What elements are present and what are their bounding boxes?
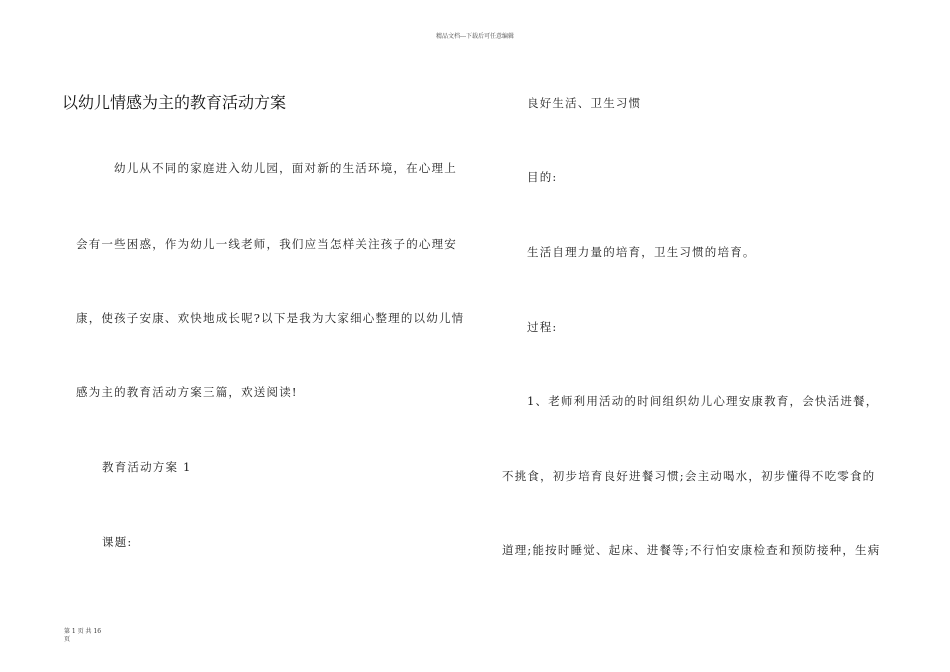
- page-number: [64, 628, 101, 644]
- paragraph-line: 道理;能按时睡觉、起床、进餐等;不行怕安康检查和预防接种，生病: [502, 543, 881, 557]
- paragraph-line: 幼儿从不同的家庭进入幼儿园，面对新的生活环境，在心理上: [114, 161, 457, 175]
- page-header: 精品文档---下载后可任意编辑: [435, 33, 515, 40]
- paragraph-line: 生活自理力量的培育，卫生习惯的培育。: [527, 245, 756, 259]
- page-number-line: 页: [64, 636, 71, 643]
- section-heading: 教育活动方案 1: [102, 460, 192, 474]
- page-number-line: 第 1 页 共 16: [64, 628, 102, 635]
- field-label: 目的:: [527, 170, 558, 184]
- field-label: 过程:: [527, 320, 558, 334]
- paragraph-line: 感为主的教育活动方案三篇，欢送阅读!: [76, 385, 298, 399]
- paragraph-line: 康，使孩子安康、欢快地成长呢?以下是我为大家细心整理的以幼儿情: [76, 311, 465, 325]
- paragraph-line: 会有一些困惑，作为幼儿一线老师，我们应当怎样关注孩子的心理安: [76, 237, 457, 251]
- paragraph-line: 不挑食，初步培育良好进餐习惯;会主动喝水，初步懂得不吃零食的: [502, 469, 876, 483]
- paragraph-line: 良好生活、卫生习惯: [527, 96, 642, 110]
- document-title: 以幼儿情感为主的教育活动方案: [62, 93, 287, 112]
- paragraph-line: 1、老师利用活动的时间组织幼儿心理安康教育，会快活进餐，: [527, 394, 879, 408]
- field-label: 课题:: [102, 535, 133, 549]
